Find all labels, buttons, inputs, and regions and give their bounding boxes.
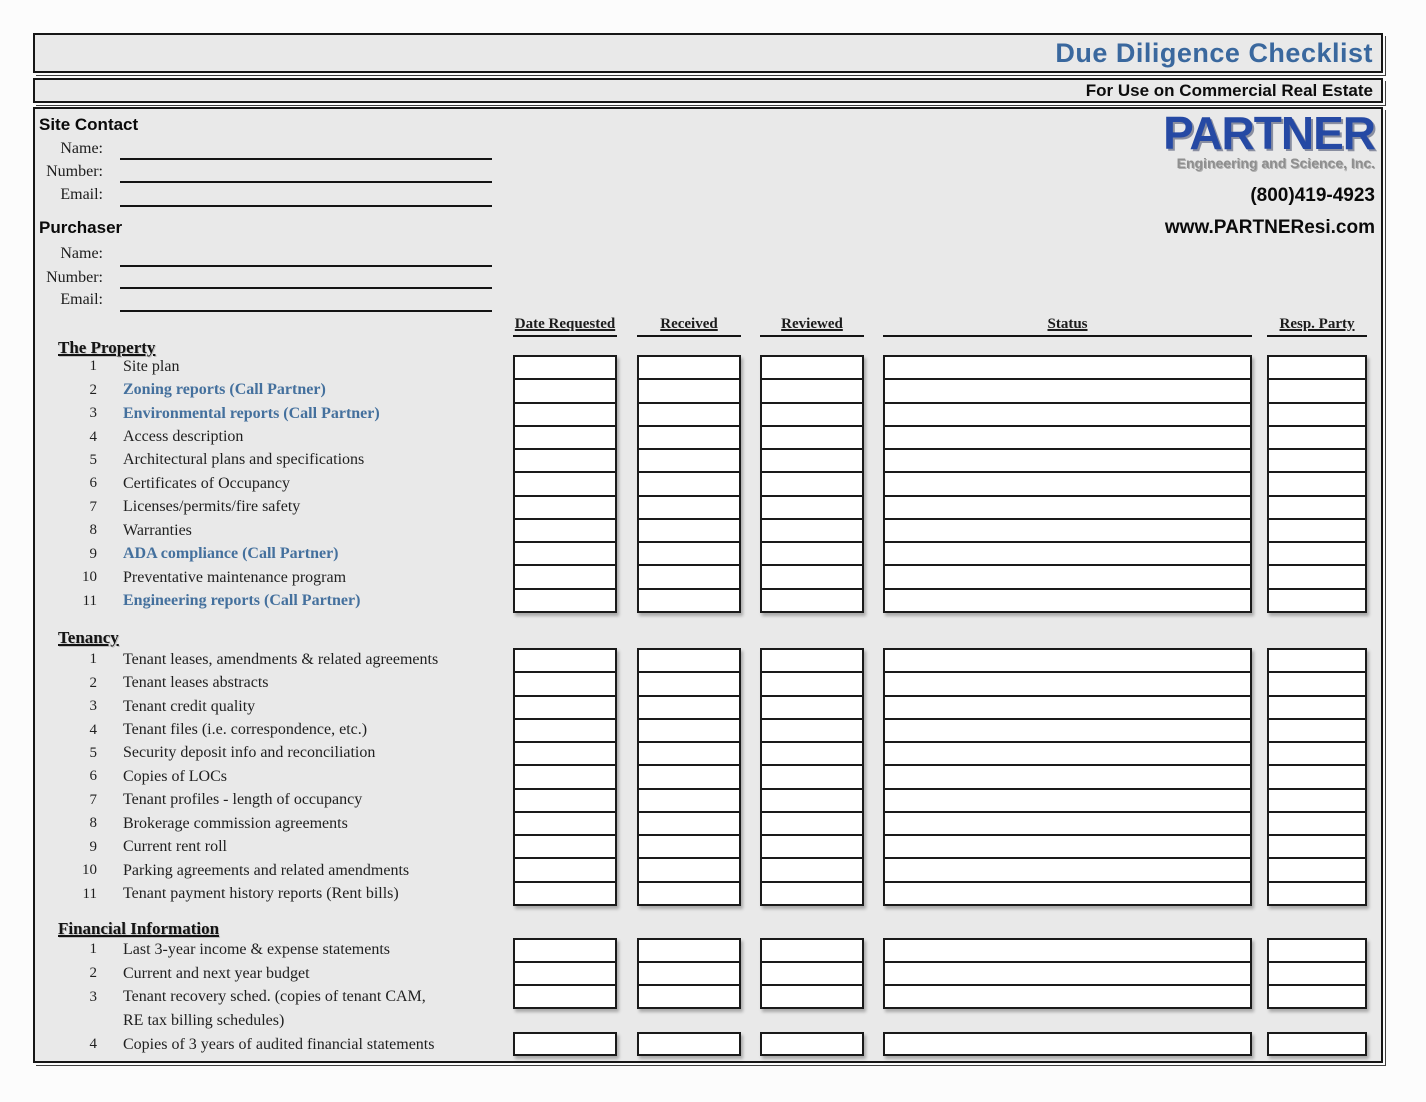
- item-number: 9: [89, 838, 97, 855]
- item-label: Tenant files (i.e. correspondence, etc.): [123, 721, 368, 739]
- grid-cell[interactable]: [885, 402, 1250, 425]
- item-label: Site plan: [123, 357, 180, 375]
- grid-block-financial4-received: [637, 1032, 741, 1056]
- item-label: Access description: [123, 428, 244, 446]
- grid-cell[interactable]: [762, 764, 862, 787]
- checklist-item-row: [35, 962, 513, 986]
- grid-cell[interactable]: [1269, 857, 1365, 880]
- item-label: Current and next year budget: [123, 964, 310, 982]
- grid-cell[interactable]: [885, 378, 1250, 401]
- item-label: Preventative maintenance program: [123, 568, 347, 586]
- grid-cell[interactable]: [515, 357, 615, 378]
- grid-block-financial-date: [513, 938, 617, 1009]
- checklist-item-row: [35, 938, 513, 962]
- grid-cell[interactable]: [885, 495, 1250, 518]
- subtitle-band: [33, 78, 1383, 103]
- grid-cell[interactable]: [762, 495, 862, 518]
- grid-cell[interactable]: [762, 1034, 862, 1054]
- grid-block-tenancy-resp: [1267, 648, 1367, 906]
- financial-items: [35, 938, 513, 1056]
- column-header-date-requested: [513, 315, 617, 337]
- page-title: Due Diligence Checklist: [1055, 37, 1373, 68]
- grid-block-tenancy-received: [637, 648, 741, 906]
- grid-block-property-received: [637, 355, 741, 613]
- grid-cell[interactable]: [762, 564, 862, 587]
- grid-cell[interactable]: [639, 788, 739, 811]
- column-header-label: Resp. Party: [1279, 316, 1355, 332]
- grid-cell[interactable]: [515, 788, 615, 811]
- grid-cell[interactable]: [515, 671, 615, 694]
- grid-cell[interactable]: [639, 718, 739, 741]
- checklist-item-row: [35, 695, 513, 718]
- checklist-item-row: [35, 402, 513, 425]
- item-label: Tenant leases abstracts: [123, 674, 269, 692]
- grid-cell[interactable]: [639, 764, 739, 787]
- grid-cell[interactable]: [885, 788, 1250, 811]
- grid-cell[interactable]: [885, 357, 1250, 378]
- grid-cell[interactable]: [1269, 961, 1365, 984]
- grid-cell[interactable]: [639, 940, 739, 961]
- site-email-line[interactable]: [120, 205, 492, 207]
- site-contact-heading: Site Contact: [39, 115, 139, 134]
- purchaser-heading: Purchaser: [39, 218, 123, 237]
- grid-cell[interactable]: [639, 984, 739, 1007]
- grid-cell[interactable]: [515, 378, 615, 401]
- grid-cell[interactable]: [639, 811, 739, 834]
- grid-cell[interactable]: [515, 518, 615, 541]
- tenancy-items: [35, 648, 513, 906]
- grid-block-property-status: [883, 355, 1252, 613]
- grid-cell[interactable]: [885, 857, 1250, 880]
- phone-number: (800)419-4923: [1250, 185, 1375, 206]
- grid-cell[interactable]: [762, 402, 862, 425]
- grid-block-property-reviewed: [760, 355, 864, 613]
- grid-cell[interactable]: [1269, 495, 1365, 518]
- checklist-item-row: [35, 543, 513, 566]
- item-number: 7: [89, 791, 97, 808]
- grid-cell[interactable]: [515, 881, 615, 904]
- item-label: Security deposit info and reconciliation: [123, 744, 376, 762]
- grid-block-financial-reviewed: [760, 938, 864, 1009]
- page-subtitle: For Use on Commercial Real Estate: [1085, 80, 1373, 100]
- grid-cell[interactable]: [1269, 811, 1365, 834]
- column-header-status: [883, 315, 1252, 337]
- grid-cell[interactable]: [1269, 471, 1365, 494]
- property-items: [35, 355, 513, 613]
- item-number: 11: [82, 885, 97, 902]
- item-label: Copies of LOCs: [123, 767, 227, 785]
- site-name-label: Name:: [60, 140, 103, 157]
- column-header-label: Status: [1047, 316, 1088, 332]
- checklist-item-row: [35, 812, 513, 835]
- grid-cell[interactable]: [1269, 402, 1365, 425]
- grid-cell[interactable]: [885, 425, 1250, 448]
- grid-cell[interactable]: [1269, 425, 1365, 448]
- item-label-link[interactable]: ADA compliance (Call Partner): [123, 545, 339, 563]
- grid-cell[interactable]: [515, 448, 615, 471]
- checklist-item-row: [35, 859, 513, 882]
- grid-block-property-date: [513, 355, 617, 613]
- grid-cell[interactable]: [639, 448, 739, 471]
- grid-cell[interactable]: [885, 564, 1250, 587]
- grid-cell[interactable]: [639, 495, 739, 518]
- grid-cell[interactable]: [762, 881, 862, 904]
- grid-cell[interactable]: [639, 857, 739, 880]
- item-label: RE tax billing schedules): [123, 1011, 285, 1029]
- grid-cell[interactable]: [762, 541, 862, 564]
- item-number: 4: [89, 428, 97, 445]
- purchaser-number-line[interactable]: [120, 287, 492, 289]
- checklist-item-row: [35, 882, 513, 905]
- grid-cell[interactable]: [762, 588, 862, 611]
- grid-cell[interactable]: [1269, 650, 1365, 671]
- grid-block-financial4-date: [513, 1032, 617, 1056]
- grid-cell[interactable]: [639, 881, 739, 904]
- item-label: Brokerage commission agreements: [123, 814, 348, 832]
- purchaser-number-label: Number:: [46, 269, 103, 286]
- item-label-link[interactable]: Engineering reports (Call Partner): [123, 592, 361, 610]
- grid-cell[interactable]: [1269, 881, 1365, 904]
- grid-cell[interactable]: [762, 671, 862, 694]
- purchaser-name-line[interactable]: [120, 265, 492, 267]
- checklist-item-row: [35, 648, 513, 671]
- grid-cell[interactable]: [1269, 671, 1365, 694]
- grid-cell[interactable]: [639, 741, 739, 764]
- grid-cell[interactable]: [885, 718, 1250, 741]
- grid-cell[interactable]: [762, 961, 862, 984]
- checklist-item-row: [35, 378, 513, 401]
- checklist-item-row: [35, 519, 513, 542]
- column-header-resp-party: [1267, 315, 1367, 337]
- checklist-item-row: [35, 566, 513, 589]
- item-label: Tenant recovery sched. (copies of tenant CAM,: [123, 988, 426, 1006]
- grid-cell[interactable]: [885, 471, 1250, 494]
- grid-cell[interactable]: [762, 695, 862, 718]
- grid-cell[interactable]: [639, 541, 739, 564]
- site-number-line[interactable]: [120, 181, 492, 183]
- site-number-label: Number:: [46, 163, 103, 180]
- grid-cell[interactable]: [1269, 741, 1365, 764]
- item-label: Tenant profiles - length of occupancy: [123, 791, 363, 809]
- grid-cell[interactable]: [762, 718, 862, 741]
- title-band: [33, 33, 1383, 73]
- item-number: 3: [89, 698, 97, 715]
- grid-cell[interactable]: [515, 834, 615, 857]
- item-label-link[interactable]: Zoning reports (Call Partner): [123, 381, 326, 399]
- grid-cell[interactable]: [1269, 518, 1365, 541]
- grid-cell[interactable]: [515, 741, 615, 764]
- grid-cell[interactable]: [639, 650, 739, 671]
- column-header-received: [637, 315, 741, 337]
- grid-cell[interactable]: [762, 357, 862, 378]
- site-name-line[interactable]: [120, 158, 492, 160]
- checklist-item-row: [35, 836, 513, 859]
- grid-block-tenancy-reviewed: [760, 648, 864, 906]
- grid-cell[interactable]: [1269, 718, 1365, 741]
- grid-cell[interactable]: [639, 671, 739, 694]
- grid-cell[interactable]: [515, 764, 615, 787]
- website-link[interactable]: www.PARTNEResi.com: [1164, 217, 1375, 238]
- grid-cell[interactable]: [885, 984, 1250, 1007]
- grid-cell[interactable]: [515, 425, 615, 448]
- item-number: 6: [89, 475, 97, 492]
- grid-cell[interactable]: [639, 471, 739, 494]
- grid-cell[interactable]: [639, 1034, 739, 1054]
- item-number: 2: [89, 674, 97, 691]
- grid-cell[interactable]: [885, 834, 1250, 857]
- item-label: Tenant credit quality: [123, 697, 256, 715]
- grid-cell[interactable]: [1269, 940, 1365, 961]
- grid-cell[interactable]: [885, 764, 1250, 787]
- grid-cell[interactable]: [515, 588, 615, 611]
- grid-cell[interactable]: [515, 718, 615, 741]
- grid-block-financial-received: [637, 938, 741, 1009]
- grid-cell[interactable]: [1269, 1034, 1365, 1054]
- grid-cell[interactable]: [1269, 378, 1365, 401]
- checklist-item-row: [35, 449, 513, 472]
- item-label: Tenant leases, amendments & related agreements: [123, 650, 439, 668]
- item-number: 5: [89, 451, 97, 468]
- checklist-item-row: [35, 1009, 513, 1033]
- purchaser-email-label: Email:: [60, 291, 103, 308]
- grid-cell[interactable]: [762, 518, 862, 541]
- item-number: 1: [89, 651, 97, 668]
- partner-logo: PARTNER: [1163, 107, 1375, 159]
- grid-block-financial4-status: [883, 1032, 1252, 1056]
- form-sheet: [33, 107, 1383, 1063]
- grid-cell[interactable]: [885, 671, 1250, 694]
- grid-cell[interactable]: [1269, 541, 1365, 564]
- grid-cell[interactable]: [885, 588, 1250, 611]
- grid-block-financial4-resp: [1267, 1032, 1367, 1056]
- grid-cell[interactable]: [885, 518, 1250, 541]
- purchaser-name-label: Name:: [60, 245, 103, 262]
- grid-cell[interactable]: [1269, 834, 1365, 857]
- section-heading-financial: Financial Information: [58, 919, 220, 938]
- item-label: Parking agreements and related amendments: [123, 861, 410, 879]
- grid-cell[interactable]: [639, 695, 739, 718]
- grid-cell[interactable]: [1269, 695, 1365, 718]
- site-email-label: Email:: [60, 186, 103, 203]
- logo-tagline: Engineering and Science, Inc.: [1176, 155, 1375, 171]
- item-number: 1: [89, 941, 97, 958]
- item-number: 5: [89, 744, 97, 761]
- grid-cell[interactable]: [762, 448, 862, 471]
- grid-cell[interactable]: [762, 471, 862, 494]
- grid-block-tenancy-status: [883, 648, 1252, 906]
- checklist-item-row: [35, 742, 513, 765]
- checklist-item-row: [35, 1033, 513, 1057]
- item-label: Warranties: [123, 521, 192, 539]
- grid-block-financial-status: [883, 938, 1252, 1009]
- item-number: 8: [89, 815, 97, 832]
- column-header-label: Received: [660, 316, 718, 332]
- grid-cell[interactable]: [515, 402, 615, 425]
- grid-cell[interactable]: [639, 425, 739, 448]
- item-number: 3: [89, 405, 97, 422]
- grid-cell[interactable]: [515, 940, 615, 961]
- purchaser-email-line[interactable]: [120, 310, 492, 312]
- grid-cell[interactable]: [885, 940, 1250, 961]
- checklist-item-row: [35, 671, 513, 694]
- item-number: 9: [89, 545, 97, 562]
- grid-cell[interactable]: [515, 857, 615, 880]
- grid-cell[interactable]: [885, 695, 1250, 718]
- grid-cell[interactable]: [1269, 588, 1365, 611]
- grid-cell[interactable]: [639, 564, 739, 587]
- grid-cell[interactable]: [515, 564, 615, 587]
- item-label: Last 3-year income & expense statements: [123, 940, 391, 958]
- grid-cell[interactable]: [762, 650, 862, 671]
- item-number: 10: [82, 569, 97, 586]
- grid-cell[interactable]: [762, 788, 862, 811]
- checklist-item-row: [35, 472, 513, 495]
- item-label: Tenant payment history reports (Rent bills): [123, 885, 399, 903]
- item-number: 2: [89, 381, 97, 398]
- grid-cell[interactable]: [1269, 448, 1365, 471]
- item-label-link[interactable]: Environmental reports (Call Partner): [123, 404, 380, 422]
- grid-cell[interactable]: [639, 378, 739, 401]
- grid-cell[interactable]: [885, 541, 1250, 564]
- checklist-item-row: [35, 589, 513, 612]
- grid-cell[interactable]: [639, 518, 739, 541]
- checklist-item-row: [35, 425, 513, 448]
- section-heading-property: The Property: [58, 338, 156, 357]
- grid-cell[interactable]: [885, 448, 1250, 471]
- checklist-item-row: [35, 985, 513, 1009]
- item-label: Architectural plans and specifications: [123, 451, 365, 469]
- grid-cell[interactable]: [885, 741, 1250, 764]
- grid-cell[interactable]: [885, 961, 1250, 984]
- grid-cell[interactable]: [639, 588, 739, 611]
- item-label: Licenses/permits/fire safety: [123, 498, 301, 516]
- grid-cell[interactable]: [762, 857, 862, 880]
- grid-cell[interactable]: [1269, 564, 1365, 587]
- grid-cell[interactable]: [762, 984, 862, 1007]
- grid-block-financial-resp: [1267, 938, 1367, 1009]
- grid-cell[interactable]: [1269, 788, 1365, 811]
- item-label: Copies of 3 years of audited financial statements: [123, 1035, 435, 1053]
- grid-cell[interactable]: [639, 961, 739, 984]
- item-number: 4: [89, 721, 97, 738]
- grid-block-property-resp: [1267, 355, 1367, 613]
- grid-block-tenancy-date: [513, 648, 617, 906]
- grid-cell[interactable]: [515, 961, 615, 984]
- item-number: 2: [89, 965, 97, 982]
- grid-cell[interactable]: [762, 834, 862, 857]
- grid-cell[interactable]: [762, 811, 862, 834]
- grid-cell[interactable]: [762, 741, 862, 764]
- checklist-item-row: [35, 355, 513, 378]
- column-header-label: Reviewed: [781, 316, 843, 332]
- grid-cell[interactable]: [639, 834, 739, 857]
- grid-cell[interactable]: [885, 881, 1250, 904]
- grid-cell[interactable]: [762, 940, 862, 961]
- grid-cell[interactable]: [1269, 357, 1365, 378]
- grid-cell[interactable]: [639, 357, 739, 378]
- item-label: Current rent roll: [123, 838, 227, 856]
- checklist-item-row: [35, 496, 513, 519]
- grid-cell[interactable]: [639, 402, 739, 425]
- grid-cell[interactable]: [515, 541, 615, 564]
- grid-cell[interactable]: [515, 471, 615, 494]
- grid-cell[interactable]: [515, 811, 615, 834]
- grid-cell[interactable]: [515, 650, 615, 671]
- checklist-item-row: [35, 718, 513, 741]
- grid-cell[interactable]: [1269, 984, 1365, 1007]
- grid-cell[interactable]: [762, 378, 862, 401]
- item-number: 1: [89, 358, 97, 375]
- grid-cell[interactable]: [885, 650, 1250, 671]
- grid-cell[interactable]: [885, 1034, 1250, 1054]
- checklist-item-row: [35, 765, 513, 788]
- item-number: 3: [89, 988, 97, 1005]
- item-number: 4: [89, 1036, 97, 1053]
- item-number: 6: [89, 768, 97, 785]
- grid-cell[interactable]: [515, 984, 615, 1007]
- grid-cell[interactable]: [1269, 764, 1365, 787]
- grid-cell[interactable]: [762, 425, 862, 448]
- item-number: 11: [82, 592, 97, 609]
- grid-cell[interactable]: [515, 1034, 615, 1054]
- column-header-label: Date Requested: [514, 316, 616, 332]
- grid-cell[interactable]: [885, 811, 1250, 834]
- grid-cell[interactable]: [515, 495, 615, 518]
- item-number: 7: [89, 498, 97, 515]
- column-header-reviewed: [760, 315, 864, 337]
- grid-block-financial4-reviewed: [760, 1032, 864, 1056]
- item-number: 10: [82, 862, 97, 879]
- checklist-item-row: [35, 789, 513, 812]
- item-number: 8: [89, 522, 97, 539]
- section-heading-tenancy: Tenancy: [58, 628, 119, 647]
- item-label: Certificates of Occupancy: [123, 474, 291, 492]
- grid-cell[interactable]: [515, 695, 615, 718]
